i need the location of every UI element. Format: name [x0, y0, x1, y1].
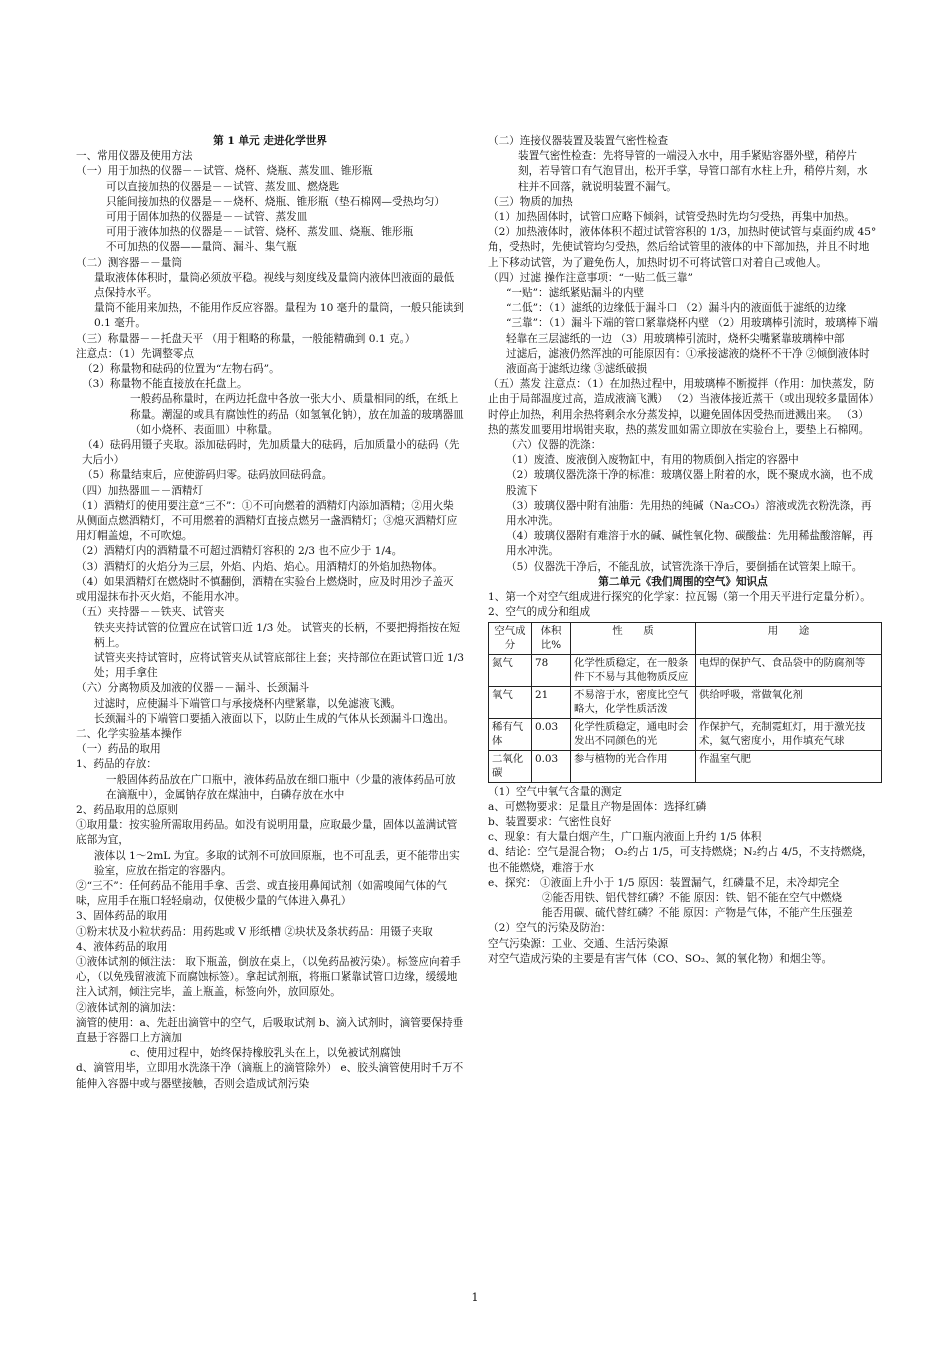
text-line: （2）称量物和砝码的位置为“左物右码”。 — [82, 363, 280, 376]
text-line: “一贴”：滤纸紧贴漏斗的内壁 — [506, 287, 644, 300]
text-line: （1）空气中氧气含量的测定 — [488, 785, 622, 798]
text-line: （四）过滤 操作注意事项：“一贴二低三靠” — [488, 271, 693, 284]
right-column-top — [488, 134, 878, 621]
text-line: 4、液体药品的取用 — [76, 940, 168, 953]
text-line: b、装置要求：气密性良好 — [488, 815, 612, 828]
table-cell: 稀有气体 — [489, 718, 532, 750]
text-line: （2）空气的污染及防治： — [488, 922, 612, 935]
table-cell: 氧气 — [489, 686, 532, 718]
table-cell: 氮气 — [489, 654, 532, 686]
table-cell: 电焊的保护气、食品袋中的防腐剂等 — [696, 654, 882, 686]
text-line: 2、空气的成分和组成 — [488, 606, 591, 619]
text-line: 装置气密性检查：先将导管的一端浸入水中，用手紧贴容器外壁，稍停片刻，若导管口有气泡冒出，松开手掌，导管口部有水柱上升，稍停片刻，水柱并不回落，就说明装置不漏气。 — [518, 150, 868, 193]
text-line: 一般药品称量时，在两边托盘中各放一张大小、质量相同的纸，在纸上称量。潮湿的或具有腐蚀性的药品（如氢氧化钠），放在加盖的玻璃器皿（如小烧杯、表面皿）中称量。 — [130, 393, 464, 436]
text-line: d、结论：空气是混合物； O₂约占 1/5，可支持燃烧；N₂约占 4/5，不支持燃烧，也不能燃烧，难溶于水 — [488, 846, 873, 874]
text-line: 不可加热的仪器——量筒、漏斗、集气瓶 — [106, 241, 297, 254]
text-line: 长颈漏斗的下端管口要插入液面以下，以防止生成的气体从长颈漏斗口逸出。 — [94, 712, 455, 725]
text-line: ①取用量：按实验所需取用药品。如没有说明用量，应取最少量，固体以盖满试管底部为宜， — [76, 819, 458, 847]
text-line: “三靠”：（1）漏斗下端的管口紧靠烧杯内壁 （2）用玻璃棒引流时，玻璃棒下端轻靠在三层滤纸的一边 （3）用玻璃棒引流时，烧杯尖嘴紧靠玻璃棒中部 — [506, 317, 878, 345]
table-cell: 0.03 — [532, 750, 571, 782]
text-line: （2）酒精灯内的酒精量不可超过酒精灯容积的 2/3 也不应少于 1/4。 — [76, 545, 403, 558]
text-line: “二低”：（1）滤纸的边缘低于漏斗口 （2）漏斗内的液面低于滤纸的边缘 — [506, 302, 847, 315]
section-title: 第 1 单元 走进化学世界 — [213, 135, 327, 147]
table-header-cell: 体积比% — [532, 622, 571, 654]
table-cell: 供给呼吸，常做氧化剂 — [696, 686, 882, 718]
table-cell: 二氧化碳 — [489, 750, 532, 782]
text-line: 可以直接加热的仪器是－－试管、蒸发皿、燃烧匙 — [106, 180, 340, 193]
left-column — [76, 134, 464, 1092]
text-line: 二、化学实验基本操作 — [76, 727, 182, 740]
table-row — [489, 718, 882, 750]
text-line: 1、第一个对空气组成进行探究的化学家：拉瓦锡（第一个用天平进行定量分析）。 — [488, 591, 871, 604]
text-line: 1、药品的存放： — [76, 758, 157, 771]
table-cell: 78 — [532, 654, 571, 686]
table-cell: 作保护气，充制霓虹灯，用于激光技术，氦气密度小，用作填充气球 — [696, 718, 882, 750]
text-line: 过滤后，滤液仍然浑浊的可能原因有：①承接滤液的烧杯不干净 ②倾倒液体时液面高于滤纸边缘 ③滤纸破损 — [506, 347, 870, 376]
text-line: d、滴管用毕，立即用水洗涤干净（滴瓶上的滴管除外） e、胶头滴管使用时千万不能伸入容器中或与器壁接触，否则会造成试剂污染 — [76, 1062, 464, 1090]
text-line: （5）仪器洗干净后，不能乱放，试管洗涤干净后，要倒插在试管架上晾干。 — [506, 560, 863, 573]
text-line: （2）玻璃仪器洗涤干净的标准：玻璃仪器上附着的水，既不聚成水滴，也不成股流下 — [506, 469, 873, 497]
text-line: 铁夹夹持试管的位置应在试管口近 1/3 处。 试管夹的长柄，不要把拇指按在短柄上。 — [94, 621, 461, 649]
text-line: （3）称量物不能直接放在托盘上。 — [82, 378, 248, 391]
table-row — [489, 750, 882, 782]
table-cell: 作温室气肥 — [696, 750, 882, 782]
text-line: 量筒不能用来加热，不能用作反应容器。量程为 10 毫升的量筒，一般只能读到 0.1 毫升。 — [94, 302, 464, 330]
text-line: 过滤时，应使漏斗下端管口与承接烧杯内壁紧靠，以免滤液飞溅。 — [94, 697, 402, 710]
right-column-bottom — [488, 785, 878, 967]
text-line: （三）物质的加热 — [488, 195, 573, 208]
table-cell: 21 — [532, 686, 571, 718]
text-line: 注意点：（1）先调整零点 — [76, 347, 194, 360]
text-line: （五）夹持器－－铁夹、试管夹 — [76, 606, 225, 619]
table-cell: 化学性质稳定，在一般条件下不易与其他物质反应 — [571, 654, 696, 686]
section-title: 第二单元《我们周围的空气》知识点 — [598, 575, 768, 588]
text-line: （1）加热固体时，试管口应略下倾斜，试管受热时先均匀受热，再集中加热。 — [488, 211, 855, 224]
table-header-cell: 空气成分 — [489, 622, 532, 654]
text-line: 2、药品取用的总原则 — [76, 803, 179, 816]
text-line: 可用于液体加热的仪器是－－试管、烧杯、蒸发皿、烧瓶、锥形瓶 — [106, 226, 414, 239]
table-header-row — [489, 622, 882, 654]
text-line: 试管夹夹持试管时，应将试管夹从试管底部往上套；夹持部位在距试管口近 1/3 处；用手拿住 — [94, 651, 465, 680]
right-column — [488, 134, 878, 967]
text-line: （二）连接仪器装置及装置气密性检查 — [488, 135, 669, 147]
text-line: e、探究： ①液面上升小于 1/5 原因：装置漏气，红磷量不足，未冷却完全 — [488, 876, 840, 889]
text-line: （1）废渣、废液倒入废物缸中，有用的物质倒入指定的容器中 — [506, 454, 799, 467]
text-line: （四）加热器皿－－酒精灯 — [76, 484, 204, 497]
text-line: 空气污染源：工业、交通、生活污染源 — [488, 937, 669, 950]
text-line: a、可燃物要求：足量且产物是固体：选择红磷 — [488, 800, 707, 813]
text-line: （1）酒精灯的使用要注意“三不”：①不可向燃着的酒精灯内添加酒精；②用火柴从侧面点燃酒精灯，不可用燃着的酒精灯直接点燃另一盏酒精灯；③熄灭酒精灯应用灯帽盖熄，不可吹熄。 — [76, 499, 458, 543]
text-line: c、现象：有大量白烟产生，广口瓶内液面上升约 1/5 体积 — [488, 831, 762, 844]
text-line: （六）分离物质及加液的仪器－－漏斗、长颈漏斗 — [76, 682, 310, 695]
text-line: 只能间接加热的仪器是－－烧杯、烧瓶、锥形瓶（垫石棉网—受热均匀） — [106, 195, 445, 208]
text-line: 滴管的使用：a、先赶出滴管中的空气，后吸取试剂 b、滴入试剂时，滴管要保持垂直悬于容器口上方滴加 — [76, 1016, 464, 1044]
text-line: 可用于固体加热的仪器是－－试管、蒸发皿 — [106, 211, 308, 224]
text-line: 对空气造成污染的主要是有害气体（CO、SO₂、氮的氧化物）和烟尘等。 — [488, 952, 833, 965]
text-line: （4）玻璃仪器附有难溶于水的碱、碱性氧化物、碳酸盐：先用稀盐酸溶解，再用水冲洗。 — [506, 530, 873, 558]
text-line: （一）用于加热的仪器－－试管、烧杯、烧瓶、蒸发皿、锥形瓶 — [76, 165, 373, 178]
text-line: （4）砝码用镊子夹取。添加砝码时，先加质量大的砝码，后加质量小的砝码（先大后小） — [82, 439, 460, 467]
text-line: ②能否用铁、铝代替红磷？不能 原因：铁、铝不能在空气中燃烧 — [542, 891, 842, 904]
table-cell: 不易溶于水，密度比空气略大，化学性质活泼 — [571, 686, 696, 718]
text-line: 液体以 1～2mL 为宜。多取的试剂不可放回原瓶，也不可乱丢，更不能带出实验室，应放在指定的容器内。 — [94, 849, 460, 877]
text-line: c、使用过程中，始终保持橡胶乳头在上，以免被试剂腐蚀 — [130, 1047, 401, 1060]
text-line: （5）称量结束后，应使游码归零。砝码放回砝码盒。 — [82, 469, 333, 482]
air-composition-table — [488, 622, 882, 783]
table-cell: 0.03 — [532, 718, 571, 750]
table-header-cell: 用 途 — [696, 622, 882, 654]
text-line: 一、常用仪器及使用方法 — [76, 150, 193, 163]
text-line: （2）加热液体时，液体体积不超过试管容积的 1/3，加热时使试管与桌面约成 45°角，受热时，先使试管均匀受热，然后给试管里的液体的中下部加热，并且不时地上下移动试管，为了避免伤人，加热时切不可将试管口对着自己或他人。 — [488, 226, 877, 269]
table-cell: 参与植物的光合作用 — [571, 750, 696, 782]
text-line: ①液体试剂的倾注法： 取下瓶盖，倒放在桌上，（以免药品被污染）。标签应向着手心，（以免残留液流下而腐蚀标签）。拿起试剂瓶，将瓶口紧靠试管口边缘，缓缓地注入试剂，倾注完毕，盖上瓶盖，标签向外，放回原处。 — [76, 955, 461, 999]
text-line: （二）测容器－－量筒 — [76, 256, 182, 269]
table-cell: 化学性质稳定，通电时会发出不同颜色的光 — [571, 718, 696, 750]
text-line: 一般固体药品放在广口瓶中，液体药品放在细口瓶中（少量的液体药品可放在滴瓶中），金属钠存放在煤油中，白磷存放在水中 — [106, 773, 456, 801]
text-line: （五）蒸发 注意点：（1）在加热过程中，用玻璃棒不断搅拌（作用：加快蒸发，防止由于局部温度过高，造成液滴飞溅） （2）当液体接近蒸干（或出现较多量固体）时停止加热，利用余热将剩余水分蒸发掉，以避免固体因受热而迸溅出来。 （3）热的蒸发皿要用坩埚钳夹取，热的蒸发皿如需立即放在实验台上，要垫上石棉网。 — [488, 378, 875, 436]
text-line: （4）如果酒精灯在燃烧时不慎翻倒，酒精在实验台上燃烧时，应及时用沙子盖灭或用湿抹布扑灭火焰，不能用水冲。 — [76, 575, 454, 604]
text-line: （3）玻璃仪器中附有油脂：先用热的纯碱（Na₂CO₃）溶液或洗衣粉洗涤，再用水冲洗。 — [506, 499, 872, 528]
table-row — [489, 686, 882, 718]
text-line: （三）称量器－－托盘天平 （用于粗略的称量，一般能精确到 0.1 克。） — [76, 332, 416, 345]
text-line: ①粉末状及小粒状药品：用药匙或 V 形纸槽 ②块状及条状药品：用镊子夹取 — [76, 925, 433, 938]
text-line: （一）药品的取用 — [76, 743, 161, 756]
text-line: 能否用碳、硫代替红磷？不能 原因：产物是气体，不能产生压强差 — [542, 907, 853, 920]
text-line: 量取液体体积时，量筒必须放平稳。视线与刻度线及量筒内液体凹液面的最低点保持水平。 — [94, 271, 455, 300]
text-line: ②液体试剂的滴加法： — [76, 1001, 182, 1014]
text-line: （3）酒精灯的火焰分为三层，外焰、内焰、焰心。用酒精灯的外焰加热物体。 — [76, 560, 443, 573]
table-row — [489, 654, 882, 686]
page-number: 1 — [471, 1291, 479, 1304]
table-header-cell: 性 质 — [571, 622, 696, 654]
text-line: 3、固体药品的取用 — [76, 910, 168, 923]
text-line: ②“三不”：任何药品不能用手拿、舌尝、或直接用鼻闻试剂（如需嗅闻气体的气味，应用手在瓶口轻轻扇动，仅使极少量的气体进入鼻孔） — [76, 879, 448, 908]
text-line: （六）仪器的洗涤： — [506, 439, 602, 452]
